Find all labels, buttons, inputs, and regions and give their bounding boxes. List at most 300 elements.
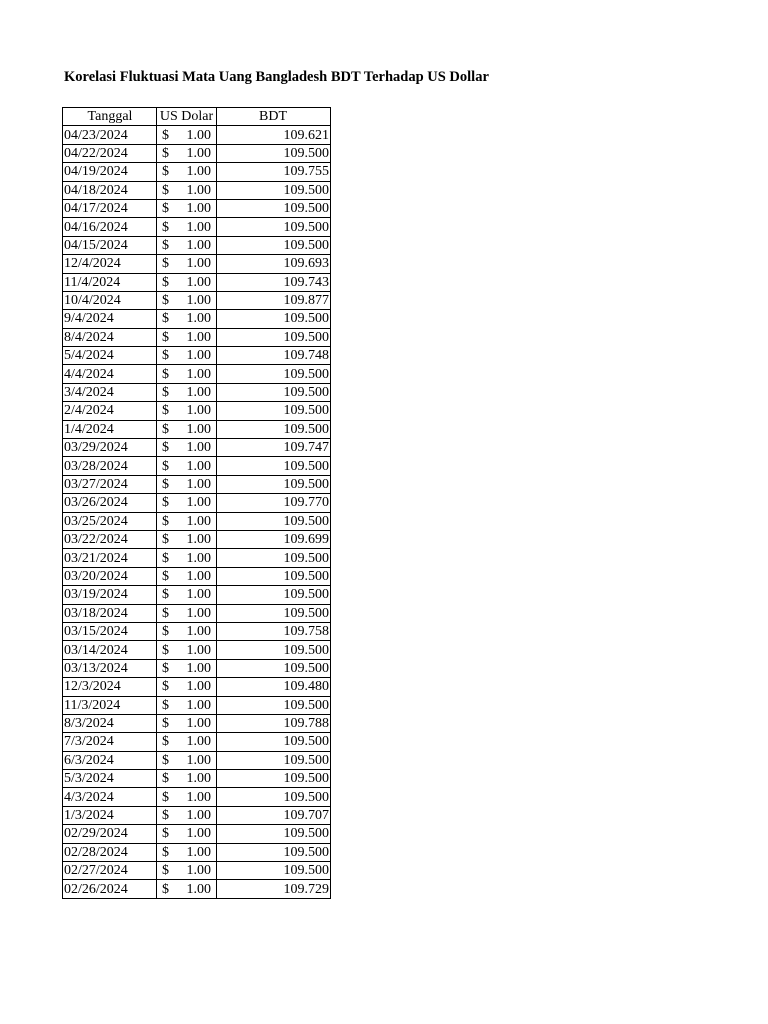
- usd-value-wrap: [157, 715, 216, 732]
- usd-amount: 1.00: [186, 385, 211, 401]
- usd-amount: 1.00: [186, 532, 211, 548]
- cell-date: 12/3/2024: [63, 678, 157, 696]
- currency-symbol: $: [162, 789, 169, 805]
- cell-usd: [157, 457, 217, 475]
- usd-value-wrap: [157, 458, 216, 475]
- usd-amount: 1.00: [186, 293, 211, 309]
- usd-amount: 1.00: [186, 182, 211, 198]
- table-row: [63, 199, 331, 217]
- usd-value-wrap: [157, 660, 216, 677]
- usd-amount: 1.00: [186, 789, 211, 805]
- currency-symbol: $: [162, 660, 169, 676]
- usd-value-wrap: [157, 844, 216, 861]
- table-row: [63, 475, 331, 493]
- usd-amount: 1.00: [186, 605, 211, 621]
- cell-bdt: 109.500: [217, 549, 331, 567]
- table-row: [63, 880, 331, 898]
- usd-value-wrap: [157, 752, 216, 769]
- cell-bdt: 109.758: [217, 622, 331, 640]
- table-row: [63, 751, 331, 769]
- usd-amount: 1.00: [186, 863, 211, 879]
- usd-amount: 1.00: [186, 274, 211, 290]
- usd-value-wrap: [157, 513, 216, 530]
- usd-amount: 1.00: [186, 366, 211, 382]
- currency-symbol: $: [162, 477, 169, 492]
- cell-date: 03/20/2024: [63, 567, 157, 585]
- cell-usd: [157, 659, 217, 677]
- currency-symbol: $: [162, 568, 169, 584]
- cell-usd: [157, 678, 217, 696]
- usd-amount: 1.00: [186, 421, 211, 437]
- usd-amount: 1.00: [186, 568, 211, 584]
- table-row: [63, 439, 331, 457]
- usd-amount: 1.00: [186, 127, 211, 143]
- usd-amount: 1.00: [186, 587, 211, 603]
- usd-value-wrap: [157, 733, 216, 750]
- currency-symbol: $: [162, 587, 169, 603]
- usd-amount: 1.00: [186, 329, 211, 345]
- table-row: [63, 714, 331, 732]
- usd-value-wrap: [157, 605, 216, 622]
- usd-amount: 1.00: [186, 458, 211, 474]
- currency-symbol: $: [162, 679, 169, 695]
- cell-usd: [157, 199, 217, 217]
- cell-bdt: 109.500: [217, 383, 331, 401]
- currency-symbol: $: [162, 201, 169, 217]
- currency-symbol: $: [162, 311, 169, 327]
- cell-date: 03/27/2024: [63, 475, 157, 493]
- cell-date: 4/4/2024: [63, 365, 157, 383]
- usd-amount: 1.00: [186, 201, 211, 217]
- currency-symbol: $: [162, 550, 169, 566]
- usd-value-wrap: [157, 642, 216, 659]
- usd-value-wrap: [157, 697, 216, 714]
- cell-usd: [157, 383, 217, 401]
- table-row: [63, 494, 331, 512]
- cell-bdt: 109.500: [217, 457, 331, 475]
- cell-bdt: 109.621: [217, 126, 331, 144]
- currency-symbol: $: [162, 771, 169, 787]
- cell-bdt: 109.500: [217, 310, 331, 328]
- cell-date: 04/16/2024: [63, 218, 157, 236]
- usd-value-wrap: [157, 807, 216, 824]
- currency-symbol: $: [162, 256, 169, 272]
- usd-value-wrap: [157, 310, 216, 327]
- usd-value-wrap: [157, 366, 216, 383]
- cell-usd: [157, 567, 217, 585]
- table-row: [63, 402, 331, 420]
- table-header: [63, 108, 331, 126]
- table-row: [63, 273, 331, 291]
- currency-symbol: $: [162, 624, 169, 640]
- usd-value-wrap: [157, 255, 216, 272]
- usd-amount: 1.00: [186, 771, 211, 787]
- cell-bdt: 109.500: [217, 365, 331, 383]
- cell-bdt: 109.877: [217, 291, 331, 309]
- cell-bdt: 109.500: [217, 862, 331, 880]
- header-date: Tanggal: [63, 108, 157, 126]
- table-row: [63, 530, 331, 548]
- currency-symbol: $: [162, 844, 169, 860]
- currency-symbol: $: [162, 385, 169, 401]
- cell-date: 6/3/2024: [63, 751, 157, 769]
- cell-date: 8/3/2024: [63, 714, 157, 732]
- usd-value-wrap: [157, 127, 216, 144]
- cell-usd: [157, 402, 217, 420]
- usd-value-wrap: [157, 421, 216, 438]
- cell-date: 1/4/2024: [63, 420, 157, 438]
- currency-symbol: $: [162, 752, 169, 768]
- currency-symbol: $: [162, 808, 169, 824]
- usd-amount: 1.00: [186, 237, 211, 253]
- cell-date: 04/19/2024: [63, 163, 157, 181]
- cell-date: 03/15/2024: [63, 622, 157, 640]
- table-row: [63, 788, 331, 806]
- cell-bdt: 109.707: [217, 806, 331, 824]
- table-row: [63, 181, 331, 199]
- cell-date: 04/22/2024: [63, 144, 157, 162]
- cell-usd: [157, 347, 217, 365]
- cell-usd: [157, 420, 217, 438]
- currency-symbol: $: [162, 532, 169, 548]
- cell-bdt: 109.500: [217, 199, 331, 217]
- cell-usd: [157, 291, 217, 309]
- cell-usd: [157, 806, 217, 824]
- usd-value-wrap: [157, 862, 216, 879]
- cell-bdt: 109.699: [217, 530, 331, 548]
- cell-bdt: 109.500: [217, 751, 331, 769]
- usd-amount: 1.00: [186, 734, 211, 750]
- cell-date: 03/13/2024: [63, 659, 157, 677]
- cell-bdt: 109.500: [217, 770, 331, 788]
- table-row: [63, 696, 331, 714]
- usd-amount: 1.00: [186, 881, 211, 897]
- cell-date: 03/19/2024: [63, 586, 157, 604]
- table-row: [63, 383, 331, 401]
- table-row: [63, 328, 331, 346]
- cell-usd: [157, 328, 217, 346]
- usd-value-wrap: [157, 274, 216, 291]
- cell-date: 02/28/2024: [63, 843, 157, 861]
- cell-bdt: 109.500: [217, 567, 331, 585]
- header-usd: US Dolar: [157, 108, 217, 126]
- cell-usd: [157, 512, 217, 530]
- cell-date: 5/4/2024: [63, 347, 157, 365]
- currency-symbol: $: [162, 219, 169, 235]
- cell-bdt: 109.500: [217, 733, 331, 751]
- cell-bdt: 109.500: [217, 420, 331, 438]
- cell-usd: [157, 641, 217, 659]
- usd-value-wrap: [157, 789, 216, 806]
- usd-value-wrap: [157, 163, 216, 180]
- cell-bdt: 109.693: [217, 255, 331, 273]
- table-row: [63, 862, 331, 880]
- cell-bdt: 109.500: [217, 181, 331, 199]
- cell-date: 1/3/2024: [63, 806, 157, 824]
- cell-date: 03/14/2024: [63, 641, 157, 659]
- usd-value-wrap: [157, 219, 216, 236]
- cell-usd: [157, 236, 217, 254]
- usd-amount: 1.00: [186, 624, 211, 640]
- exchange-rate-table: [62, 107, 331, 899]
- cell-bdt: 109.500: [217, 512, 331, 530]
- cell-bdt: 109.747: [217, 439, 331, 457]
- cell-date: 3/4/2024: [63, 383, 157, 401]
- usd-amount: 1.00: [186, 716, 211, 732]
- currency-symbol: $: [162, 881, 169, 897]
- table-row: [63, 586, 331, 604]
- table-row: [63, 549, 331, 567]
- cell-bdt: 109.500: [217, 475, 331, 493]
- cell-bdt: 109.500: [217, 825, 331, 843]
- cell-date: 03/18/2024: [63, 604, 157, 622]
- cell-date: 03/29/2024: [63, 439, 157, 457]
- cell-usd: [157, 439, 217, 457]
- currency-symbol: $: [162, 697, 169, 713]
- usd-amount: 1.00: [186, 660, 211, 676]
- currency-symbol: $: [162, 329, 169, 345]
- usd-value-wrap: [157, 237, 216, 254]
- usd-value-wrap: [157, 531, 216, 548]
- currency-symbol: $: [162, 421, 169, 437]
- currency-symbol: $: [162, 863, 169, 879]
- cell-date: 7/3/2024: [63, 733, 157, 751]
- cell-usd: [157, 843, 217, 861]
- usd-amount: 1.00: [186, 844, 211, 860]
- table-row: [63, 236, 331, 254]
- table-row: [63, 622, 331, 640]
- cell-usd: [157, 126, 217, 144]
- usd-amount: 1.00: [186, 219, 211, 235]
- cell-bdt: 109.480: [217, 678, 331, 696]
- cell-date: 03/21/2024: [63, 549, 157, 567]
- currency-symbol: $: [162, 182, 169, 198]
- table-row: [63, 678, 331, 696]
- cell-date: 8/4/2024: [63, 328, 157, 346]
- cell-bdt: 109.500: [217, 788, 331, 806]
- table-row: [63, 641, 331, 659]
- cell-date: 04/17/2024: [63, 199, 157, 217]
- table-row: [63, 218, 331, 236]
- usd-value-wrap: [157, 770, 216, 787]
- table-row: [63, 843, 331, 861]
- usd-amount: 1.00: [186, 550, 211, 566]
- currency-symbol: $: [162, 734, 169, 750]
- cell-bdt: 109.500: [217, 586, 331, 604]
- usd-value-wrap: [157, 292, 216, 309]
- cell-bdt: 109.500: [217, 641, 331, 659]
- cell-date: 02/27/2024: [63, 862, 157, 880]
- table-row: [63, 604, 331, 622]
- usd-value-wrap: [157, 825, 216, 842]
- table-row: [63, 310, 331, 328]
- table-row: [63, 825, 331, 843]
- currency-symbol: $: [162, 513, 169, 529]
- cell-usd: [157, 825, 217, 843]
- usd-amount: 1.00: [186, 495, 211, 511]
- usd-value-wrap: [157, 182, 216, 199]
- currency-symbol: $: [162, 826, 169, 842]
- cell-usd: [157, 622, 217, 640]
- cell-bdt: 109.500: [217, 843, 331, 861]
- table-row: [63, 457, 331, 475]
- cell-date: 02/29/2024: [63, 825, 157, 843]
- cell-usd: [157, 770, 217, 788]
- cell-usd: [157, 218, 217, 236]
- currency-symbol: $: [162, 274, 169, 290]
- usd-value-wrap: [157, 329, 216, 346]
- cell-usd: [157, 549, 217, 567]
- table-row: [63, 567, 331, 585]
- currency-symbol: $: [162, 440, 169, 456]
- cell-usd: [157, 181, 217, 199]
- currency-symbol: $: [162, 127, 169, 143]
- cell-bdt: 109.743: [217, 273, 331, 291]
- usd-amount: 1.00: [186, 440, 211, 456]
- cell-usd: [157, 310, 217, 328]
- usd-amount: 1.00: [186, 477, 211, 492]
- currency-symbol: $: [162, 458, 169, 474]
- currency-symbol: $: [162, 495, 169, 511]
- usd-value-wrap: [157, 550, 216, 567]
- cell-bdt: 109.788: [217, 714, 331, 732]
- usd-amount: 1.00: [186, 697, 211, 713]
- usd-amount: 1.00: [186, 513, 211, 529]
- table-row: [63, 163, 331, 181]
- cell-date: 11/4/2024: [63, 273, 157, 291]
- table-row: [63, 659, 331, 677]
- cell-usd: [157, 788, 217, 806]
- usd-amount: 1.00: [186, 752, 211, 768]
- header-bdt: BDT: [217, 108, 331, 126]
- cell-bdt: 109.500: [217, 402, 331, 420]
- cell-usd: [157, 530, 217, 548]
- usd-amount: 1.00: [186, 642, 211, 658]
- cell-usd: [157, 714, 217, 732]
- cell-bdt: 109.500: [217, 218, 331, 236]
- currency-symbol: $: [162, 642, 169, 658]
- usd-amount: 1.00: [186, 403, 211, 419]
- cell-usd: [157, 751, 217, 769]
- usd-amount: 1.00: [186, 164, 211, 180]
- table-row: [63, 365, 331, 383]
- usd-amount: 1.00: [186, 256, 211, 272]
- currency-symbol: $: [162, 293, 169, 309]
- cell-usd: [157, 604, 217, 622]
- cell-date: 12/4/2024: [63, 255, 157, 273]
- usd-value-wrap: [157, 439, 216, 456]
- table-row: [63, 347, 331, 365]
- cell-date: 5/3/2024: [63, 770, 157, 788]
- usd-value-wrap: [157, 384, 216, 401]
- usd-amount: 1.00: [186, 311, 211, 327]
- usd-value-wrap: [157, 568, 216, 585]
- currency-symbol: $: [162, 716, 169, 732]
- usd-value-wrap: [157, 347, 216, 364]
- usd-amount: 1.00: [186, 808, 211, 824]
- table-row: [63, 126, 331, 144]
- cell-bdt: 109.500: [217, 236, 331, 254]
- cell-usd: [157, 733, 217, 751]
- cell-bdt: 109.729: [217, 880, 331, 898]
- cell-bdt: 109.500: [217, 659, 331, 677]
- cell-usd: [157, 365, 217, 383]
- usd-amount: 1.00: [186, 145, 211, 161]
- currency-symbol: $: [162, 164, 169, 180]
- cell-usd: [157, 494, 217, 512]
- usd-value-wrap: [157, 623, 216, 640]
- currency-symbol: $: [162, 237, 169, 253]
- currency-symbol: $: [162, 145, 169, 161]
- usd-value-wrap: [157, 678, 216, 695]
- table-body: [63, 126, 331, 898]
- document-title: Korelasi Fluktuasi Mata Uang Bangladesh BDT Terhadap US Dollar: [64, 69, 489, 85]
- cell-bdt: 109.755: [217, 163, 331, 181]
- table-row: [63, 291, 331, 309]
- cell-date: 03/28/2024: [63, 457, 157, 475]
- cell-usd: [157, 586, 217, 604]
- cell-usd: [157, 696, 217, 714]
- cell-date: 03/25/2024: [63, 512, 157, 530]
- cell-date: 03/22/2024: [63, 530, 157, 548]
- usd-value-wrap: [157, 200, 216, 217]
- table-row: [63, 420, 331, 438]
- cell-date: 9/4/2024: [63, 310, 157, 328]
- cell-usd: [157, 144, 217, 162]
- usd-value-wrap: [157, 881, 216, 898]
- cell-bdt: 109.500: [217, 328, 331, 346]
- cell-date: 11/3/2024: [63, 696, 157, 714]
- table-row: [63, 770, 331, 788]
- table-row: [63, 806, 331, 824]
- cell-usd: [157, 862, 217, 880]
- cell-usd: [157, 255, 217, 273]
- usd-amount: 1.00: [186, 679, 211, 695]
- cell-usd: [157, 880, 217, 898]
- cell-usd: [157, 273, 217, 291]
- table-row: [63, 733, 331, 751]
- currency-symbol: $: [162, 403, 169, 419]
- usd-value-wrap: [157, 586, 216, 603]
- usd-value-wrap: [157, 476, 216, 493]
- cell-usd: [157, 163, 217, 181]
- cell-date: 4/3/2024: [63, 788, 157, 806]
- table-header-row: [63, 108, 331, 126]
- table-row: [63, 255, 331, 273]
- usd-value-wrap: [157, 145, 216, 162]
- cell-date: 04/23/2024: [63, 126, 157, 144]
- cell-usd: [157, 475, 217, 493]
- cell-date: 10/4/2024: [63, 291, 157, 309]
- cell-bdt: 109.748: [217, 347, 331, 365]
- usd-value-wrap: [157, 494, 216, 511]
- cell-date: 2/4/2024: [63, 402, 157, 420]
- currency-symbol: $: [162, 366, 169, 382]
- cell-bdt: 109.500: [217, 604, 331, 622]
- table-row: [63, 144, 331, 162]
- currency-symbol: $: [162, 348, 169, 364]
- cell-date: 04/18/2024: [63, 181, 157, 199]
- cell-bdt: 109.500: [217, 144, 331, 162]
- usd-value-wrap: [157, 402, 216, 419]
- cell-date: 02/26/2024: [63, 880, 157, 898]
- cell-date: 04/15/2024: [63, 236, 157, 254]
- table-row: [63, 512, 331, 530]
- currency-symbol: $: [162, 605, 169, 621]
- usd-amount: 1.00: [186, 348, 211, 364]
- cell-bdt: 109.500: [217, 696, 331, 714]
- cell-bdt: 109.770: [217, 494, 331, 512]
